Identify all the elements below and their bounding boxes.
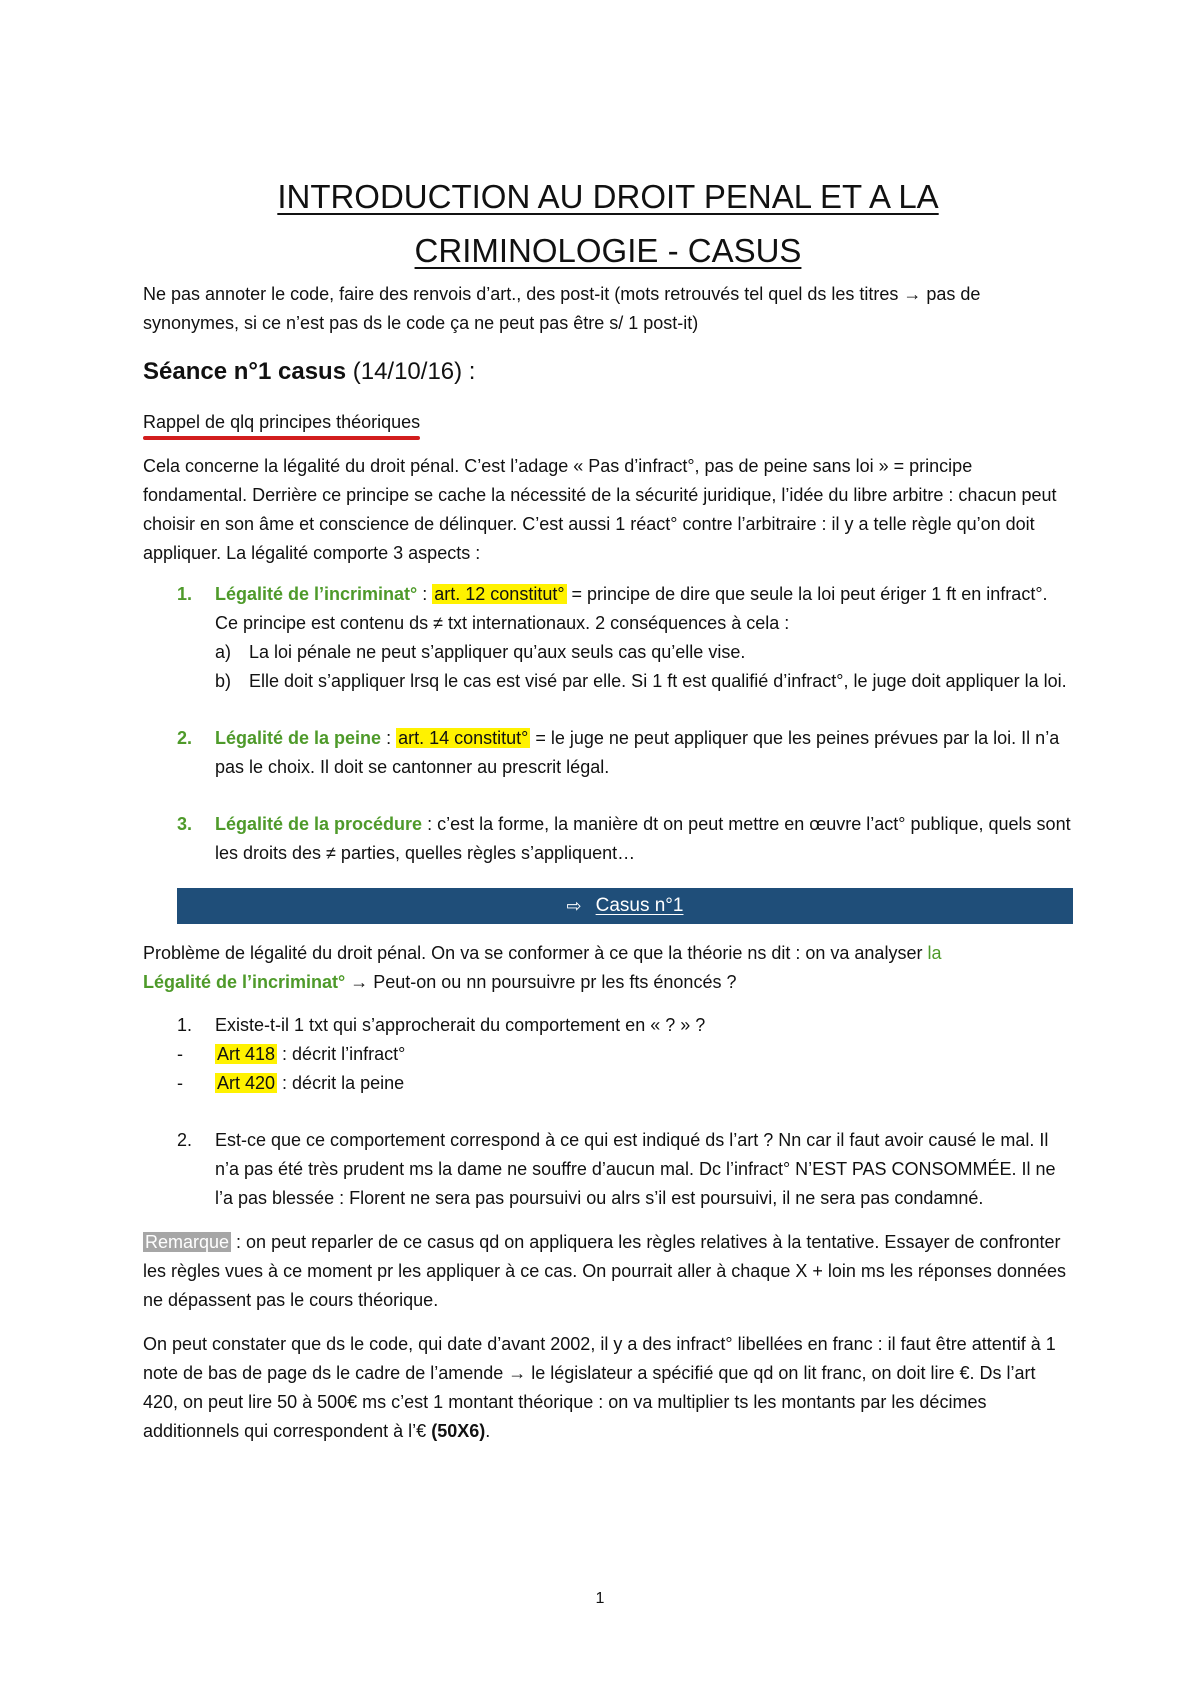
final-text: On peut constater que ds le code, qui date d’avant 2002, il y a des infract° libellées en franc : il faut être attentif à 1 note de bas de page ds le cadre de l’amende → le législateur a spécifié que qd on lit franc, on doit lire €. Ds l’art 420, on peut lire 50 à 500€ ms c’est 1 montant théorique : on va multiplier ts les montants par les décimes additionnels qui correspondent à l’€ — [143, 1334, 1056, 1441]
sub-item-text: La loi pénale ne peut s’appliquer qu’aux seuls cas qu’elle vise. — [249, 642, 746, 662]
rappel-text: Rappel de qlq principes théoriques — [143, 412, 421, 432]
problem-term: Légalité de l’incriminat° — [143, 972, 346, 992]
spelling-underline — [143, 436, 420, 440]
principle-paragraph: Cela concerne la légalité du droit pénal. C’est l’adage « Pas d’infract°, pas de peine sans loi » = principe fondamental. Derrière ce principe se cache la nécessité de la sécurité juridique, l’idée du libre arbitre : chacun peut choisir en son âme et conscience de délinquer. C’est aussi 1 réact° contre l’arbitraire : il y a telle règle qu’on doit appliquer. La légalité comporte 3 aspects : — [143, 456, 1057, 563]
arrow-right-icon: ⇨ — [566, 895, 582, 916]
aspect-item — [143, 580, 1073, 638]
article-desc: : décrit la peine — [277, 1073, 405, 1093]
remarque-text: : on peut reparler de ce casus qd on appliquera les règles relatives à la tentative. Essayer de confronter les règles vues à ce moment pr les appliquer à ce cas. On pourrait aller à chaque X + loin ms les réponses données ne dépassent pas le cours théorique. — [143, 1232, 1067, 1310]
casus-banner-label: Casus n°1 — [595, 895, 684, 916]
document-page — [143, 170, 1073, 1446]
aspect-term: Légalité de la peine — [215, 728, 382, 748]
title-line-2: CRIMINOLOGIE - CASUS — [414, 232, 802, 269]
aspect-text: : c’est la forme, la manière dt on peut mettre en œuvre l’act° publique, quels sont les droits des ≠ parties, quelles règles s’appliquent… — [215, 814, 1071, 863]
aspect-item — [143, 810, 1073, 868]
aspect-separator: : — [381, 728, 397, 748]
sub-item-marker: a) — [215, 642, 232, 662]
question-number: 2. — [177, 1130, 193, 1150]
intro-note: Ne pas annoter le code, faire des renvois d’art., des post-it (mots retrouvés tel quel ds les titres → pas de synonymes, si ce n’est pas ds le code ça ne peut pas être s/ 1 post-it) — [143, 284, 981, 333]
article-ref-highlight: art. 14 constitut° — [398, 728, 529, 748]
bullet-dash: - — [177, 1044, 183, 1064]
aspect-number: 3. — [177, 814, 193, 834]
question-text: Existe-t-il 1 txt qui s’approcherait du comportement en « ? » ? — [215, 1015, 706, 1035]
rappel-heading — [143, 408, 420, 437]
aspect-term: Légalité de l’incriminat° — [215, 584, 418, 604]
sub-item — [215, 638, 1073, 667]
final-paragraph — [143, 1330, 1073, 1446]
article-item — [143, 1040, 1073, 1069]
article-item — [143, 1069, 1073, 1098]
casus-banner — [177, 888, 1073, 924]
remarque-paragraph — [143, 1228, 1073, 1315]
article-ref-highlight: Art 420 — [217, 1073, 276, 1093]
article-desc: : décrit l’infract° — [277, 1044, 406, 1064]
aspect-term: Légalité de la procédure — [215, 814, 423, 834]
bullet-dash: - — [177, 1073, 183, 1093]
document-title — [143, 170, 1073, 278]
aspect-item — [143, 724, 1073, 782]
final-text-end: . — [485, 1421, 491, 1441]
article-ref-highlight: art. 12 constitut° — [434, 584, 565, 604]
seance-heading — [143, 356, 1073, 388]
sub-item — [215, 667, 1073, 696]
aspect-text: = le juge ne peut appliquer que les peines prévues par la loi. Il n’a pas le choix. Il doit se cantonner au prescrit légal. — [215, 728, 1060, 777]
final-bold: (50X6) — [431, 1421, 486, 1441]
page-number: 1 — [595, 1590, 605, 1607]
seance-label: Séance n°1 casus — [143, 358, 347, 385]
aspect-number: 2. — [177, 728, 193, 748]
article-ref-highlight: Art 418 — [217, 1044, 276, 1064]
title-line-1: INTRODUCTION AU DROIT PENAL ET A LA — [277, 178, 939, 215]
question-item — [143, 1011, 1073, 1040]
aspect-text: = principe de dire que seule la loi peut ériger 1 ft en infract°. Ce principe est contenu ds ≠ txt internationaux. 2 conséquences à cela : — [215, 584, 1048, 633]
question-item — [143, 1126, 1073, 1213]
aspect-number: 1. — [177, 584, 193, 604]
problem-green-prefix: la — [927, 943, 942, 963]
sub-item-text: Elle doit s’appliquer lrsq le cas est visé par elle. Si 1 ft est qualifié d’infract°, le juge doit appliquer la loi. — [249, 671, 1067, 691]
question-list — [143, 1011, 1073, 1213]
sub-item-marker: b) — [215, 671, 232, 691]
question-text: Est-ce que ce comportement correspond à ce qui est indiqué ds l’art ? Nn car il faut avoir causé le mal. Il n’a pas été très prudent ms la dame ne souffre d’aucun mal. Dc l’infract° N’EST PAS CONSOMMÉE. Il ne l’a pas blessée : Florent ne sera pas poursuivi ou alrs s’il est poursuivi, il ne sera pas condamné. — [215, 1130, 1056, 1208]
aspects-list — [143, 580, 1073, 868]
problem-text: Problème de légalité du droit pénal. On va se conformer à ce que la théorie ns dit : on va analyser — [143, 943, 928, 963]
aspect-separator: : — [417, 584, 433, 604]
seance-date: (14/10/16) : — [346, 358, 476, 385]
problem-paragraph — [143, 939, 1073, 997]
question-number: 1. — [177, 1015, 193, 1035]
remarque-label: Remarque — [145, 1232, 230, 1252]
problem-question: → Peut-on ou nn poursuivre pr les fts énoncés ? — [345, 972, 737, 992]
